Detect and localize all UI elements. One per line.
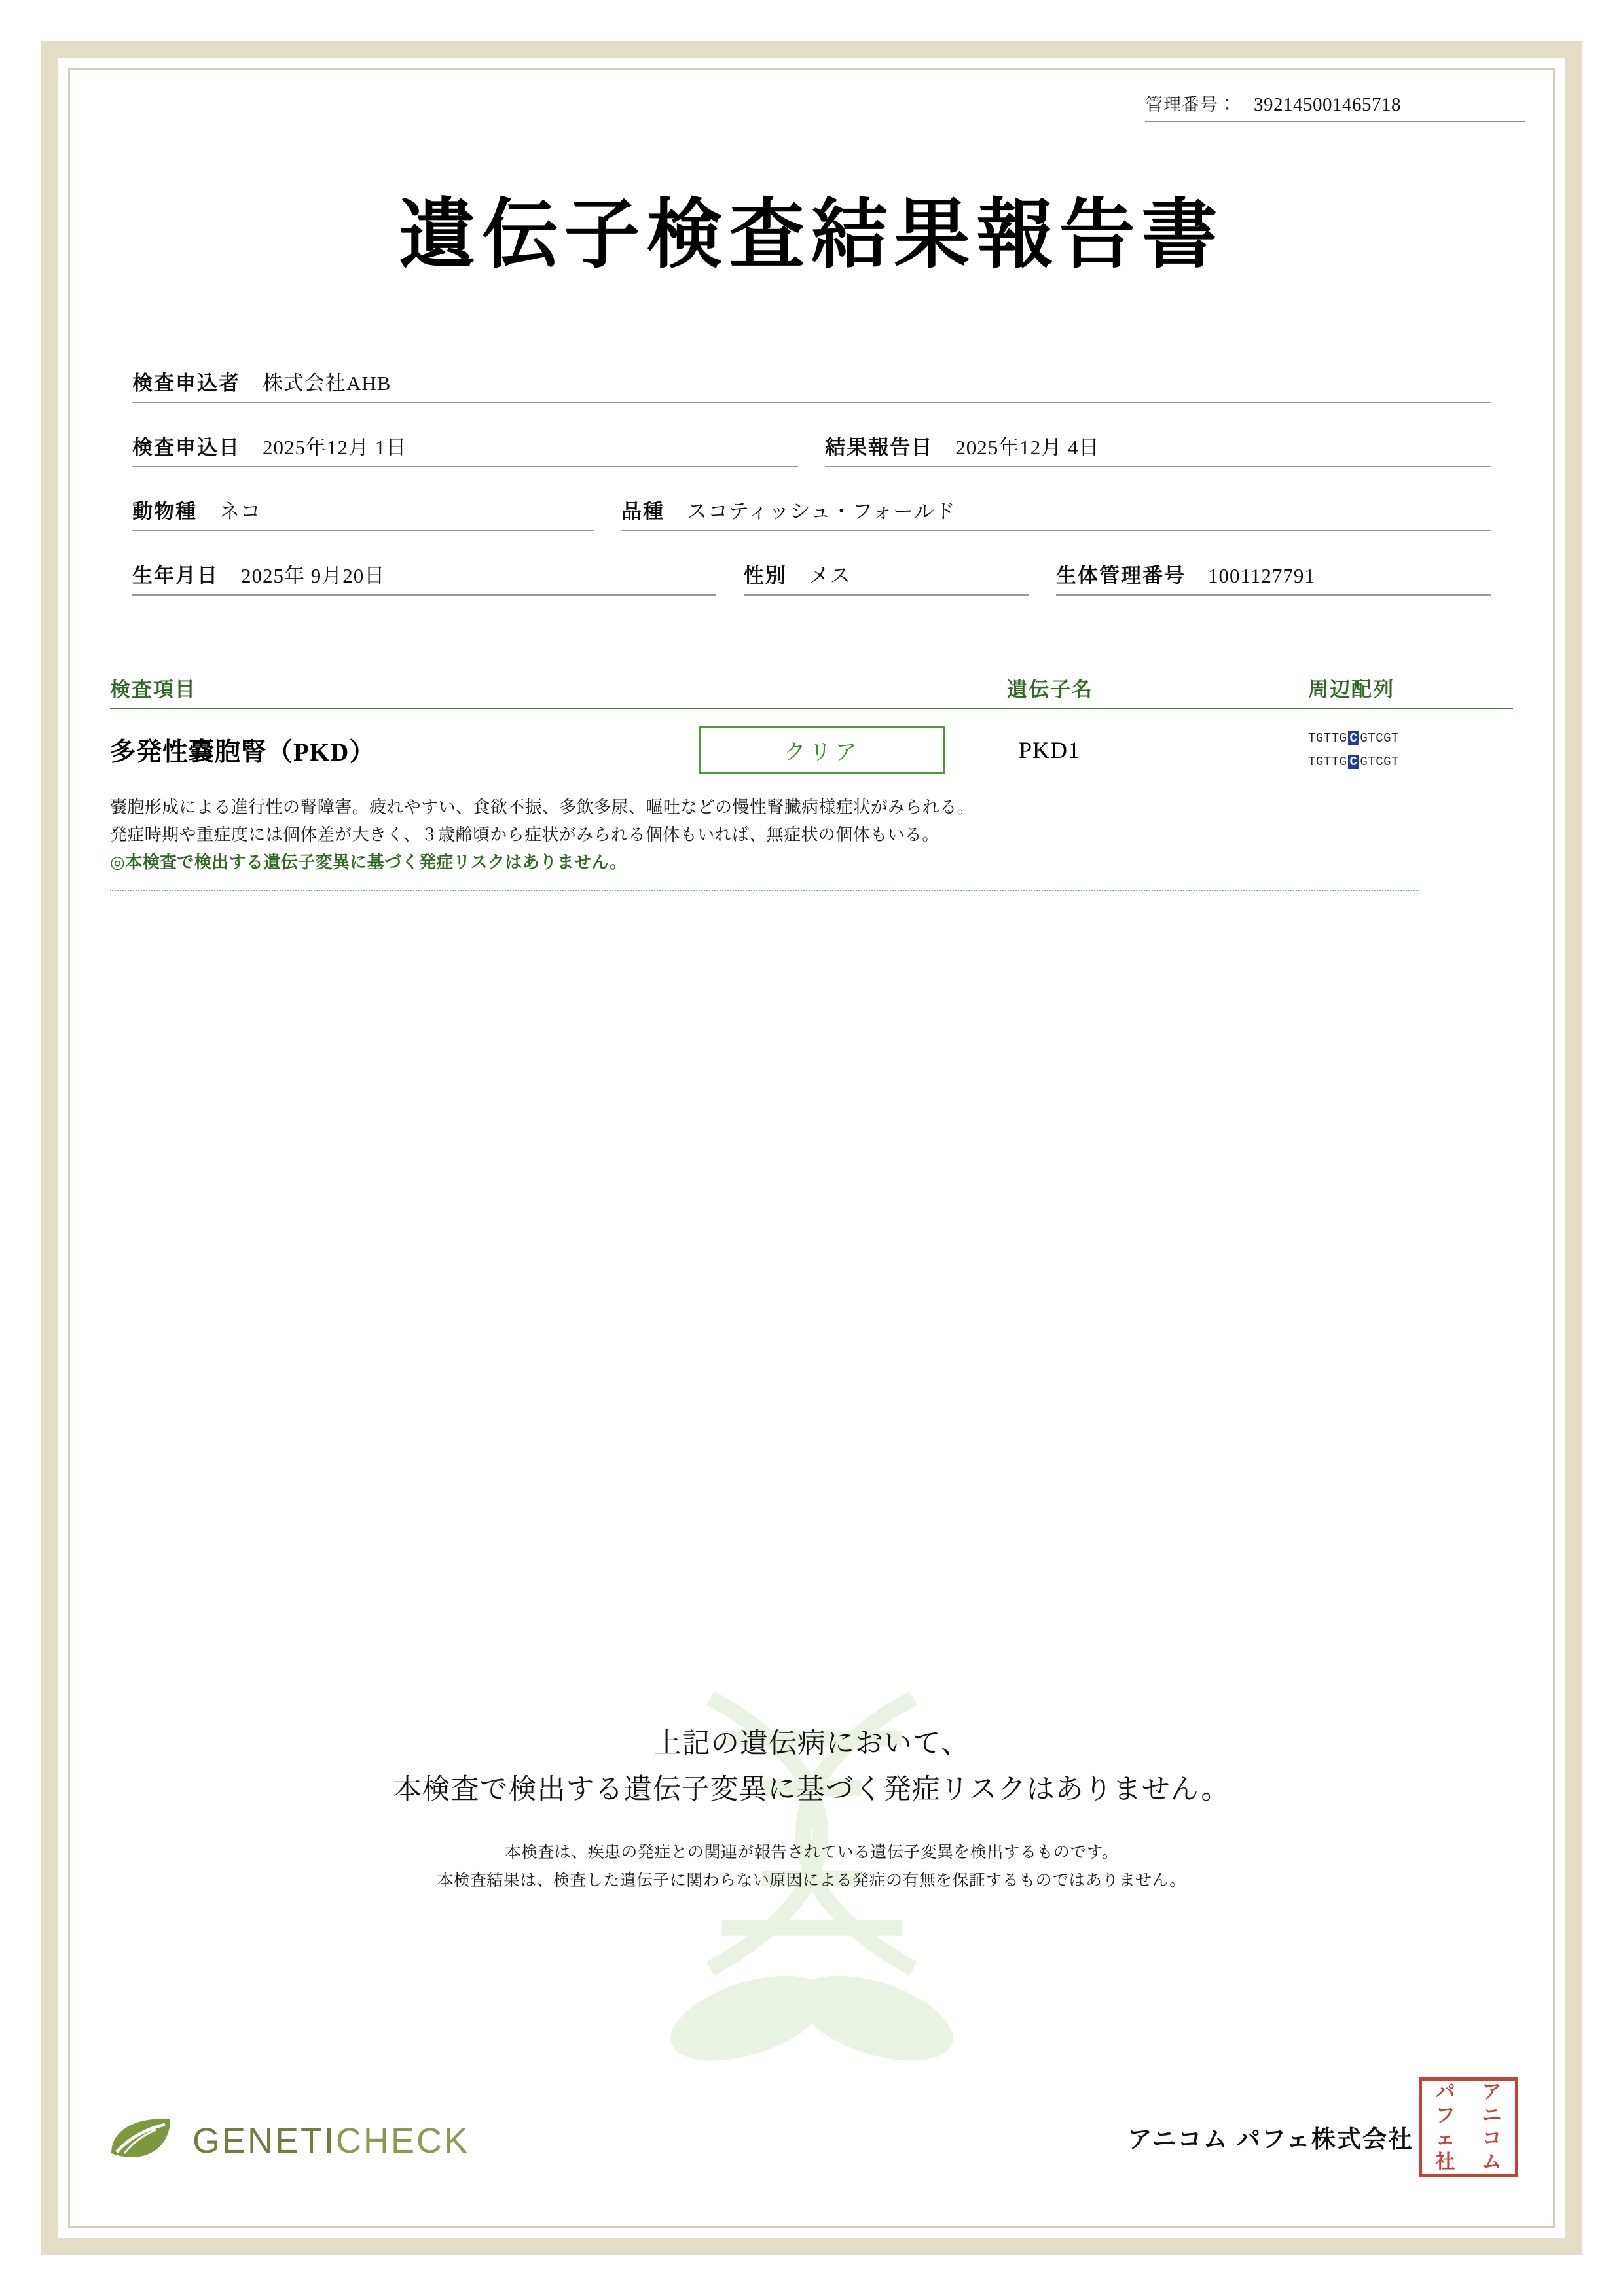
apply-date-label: 検査申込日 [132, 436, 240, 459]
table-row [110, 726, 1513, 774]
description-line-2: 発症時期や重症度には個体差が大きく、３歳齢頃から症状がみられる個体もいれば、無症状の個体もいる。 [110, 825, 939, 845]
field-apply-date [132, 431, 798, 467]
applicant-label: 検査申込者 [132, 372, 240, 395]
control-number-field [1145, 90, 1525, 122]
birth-date-value: 2025年 9月20日 [241, 564, 386, 587]
sequence-prefix: TGTTG [1308, 755, 1347, 769]
summary-note-2: 本検査結果は、検査した遺伝子に関わらない原因による発症の有無を保証するものではありません。 [437, 1871, 1186, 1890]
sex-label: 性別 [743, 564, 787, 587]
apply-date-value: 2025年12月 1日 [263, 436, 407, 459]
breed-label: 品種 [621, 500, 665, 523]
status-cell [699, 726, 1007, 774]
summary-block [98, 1721, 1525, 1894]
report-content [98, 85, 1525, 2211]
column-header-test-item: 検査項目 [110, 678, 196, 701]
control-number-row [98, 90, 1525, 122]
logo-text-geneti: GENETI [192, 2121, 337, 2161]
breed-value: スコティッシュ・フォールド [687, 500, 956, 523]
section-divider [110, 890, 1419, 891]
seal-char: ェ [1435, 2128, 1455, 2149]
applicant-info-block [98, 367, 1525, 596]
species-label: 動物種 [132, 500, 197, 523]
animal-id-value: 1001127791 [1208, 564, 1315, 587]
sequence-cell [1308, 731, 1498, 769]
field-birth-date [132, 559, 716, 596]
seal-char: フ [1435, 2104, 1455, 2126]
field-breed [621, 495, 1491, 531]
seal-char: パ [1435, 2081, 1455, 2103]
description-risk-line: ◎本検査で検出する遺伝子変異に基づく発症リスクはありません。 [110, 852, 627, 872]
sex-value: メス [809, 564, 851, 587]
summary-line-1: 上記の遺伝病において、 [653, 1728, 970, 1759]
field-report-date [825, 431, 1491, 467]
seal-char: ニ [1482, 2104, 1502, 2126]
species-value: ネコ [219, 500, 261, 523]
test-result-section [98, 673, 1525, 891]
field-species [132, 495, 594, 531]
sequence-line [1308, 731, 1399, 745]
company-seal [1419, 2077, 1518, 2177]
disease-name: 多発性嚢胞腎（PKD） [110, 738, 376, 766]
disease-description [110, 793, 1513, 876]
applicant-value: 株式会社AHB [263, 372, 392, 395]
page-title: 遺伝子検査結果報告書 [399, 194, 1224, 278]
report-date-label: 結果報告日 [825, 436, 934, 459]
birth-date-label: 生年月日 [132, 564, 219, 587]
column-header-sequence: 周辺配列 [1308, 678, 1395, 701]
sequence-prefix: TGTTG [1308, 731, 1347, 745]
status-badge: クリア [699, 726, 945, 774]
gene-name: PKD1 [1019, 737, 1081, 763]
info-row-applicant [132, 367, 1491, 403]
seal-char: 社 [1435, 2151, 1455, 2173]
sequence-suffix: GTCGT [1360, 731, 1399, 745]
summary-note-1: 本検査は、疾患の発症との関連が報告されている遺伝子変異を検出するものです。 [504, 1843, 1119, 1862]
sequence-suffix: GTCGT [1360, 755, 1399, 769]
report-footer [98, 2045, 1525, 2195]
summary-line-2: 本検査で検出する遺伝子変異に基づく発症リスクはありません。 [393, 1773, 1230, 1805]
field-applicant [132, 367, 1491, 403]
logo-text-check: CHECK [336, 2121, 470, 2161]
company-name: アニコム パフェ株式会社 [1127, 2126, 1413, 2153]
sequence-line [1308, 755, 1399, 769]
field-animal-id [1056, 559, 1491, 596]
seal-char: ア [1482, 2081, 1502, 2103]
column-header-gene-name: 遺伝子名 [1007, 678, 1093, 701]
sequence-variant: C [1348, 731, 1360, 745]
seal-char: コ [1482, 2128, 1502, 2149]
info-row-dates [132, 431, 1491, 467]
animal-id-label: 生体管理番号 [1056, 564, 1186, 587]
summary-note [98, 1839, 1525, 1894]
result-table-header [110, 673, 1513, 709]
logo-wordmark [192, 2121, 469, 2161]
description-line-1: 嚢胞形成による進行性の腎障害。疲れやすい、食欲不振、多飲多尿、嘔吐などの慢性腎臓病様症状がみられる。 [110, 797, 975, 817]
report-date-value: 2025年12月 4日 [955, 436, 1100, 459]
control-number-value: 392145001465718 [1254, 94, 1401, 115]
info-row-birth [132, 559, 1491, 596]
genticheck-logo [105, 2113, 469, 2169]
sequence-variant: C [1348, 755, 1360, 769]
leaf-dna-logo-icon [105, 2113, 177, 2169]
seal-char: ム [1482, 2151, 1502, 2173]
field-sex [744, 559, 1029, 596]
info-row-species [132, 495, 1491, 531]
control-number-label: 管理番号： [1145, 95, 1237, 115]
